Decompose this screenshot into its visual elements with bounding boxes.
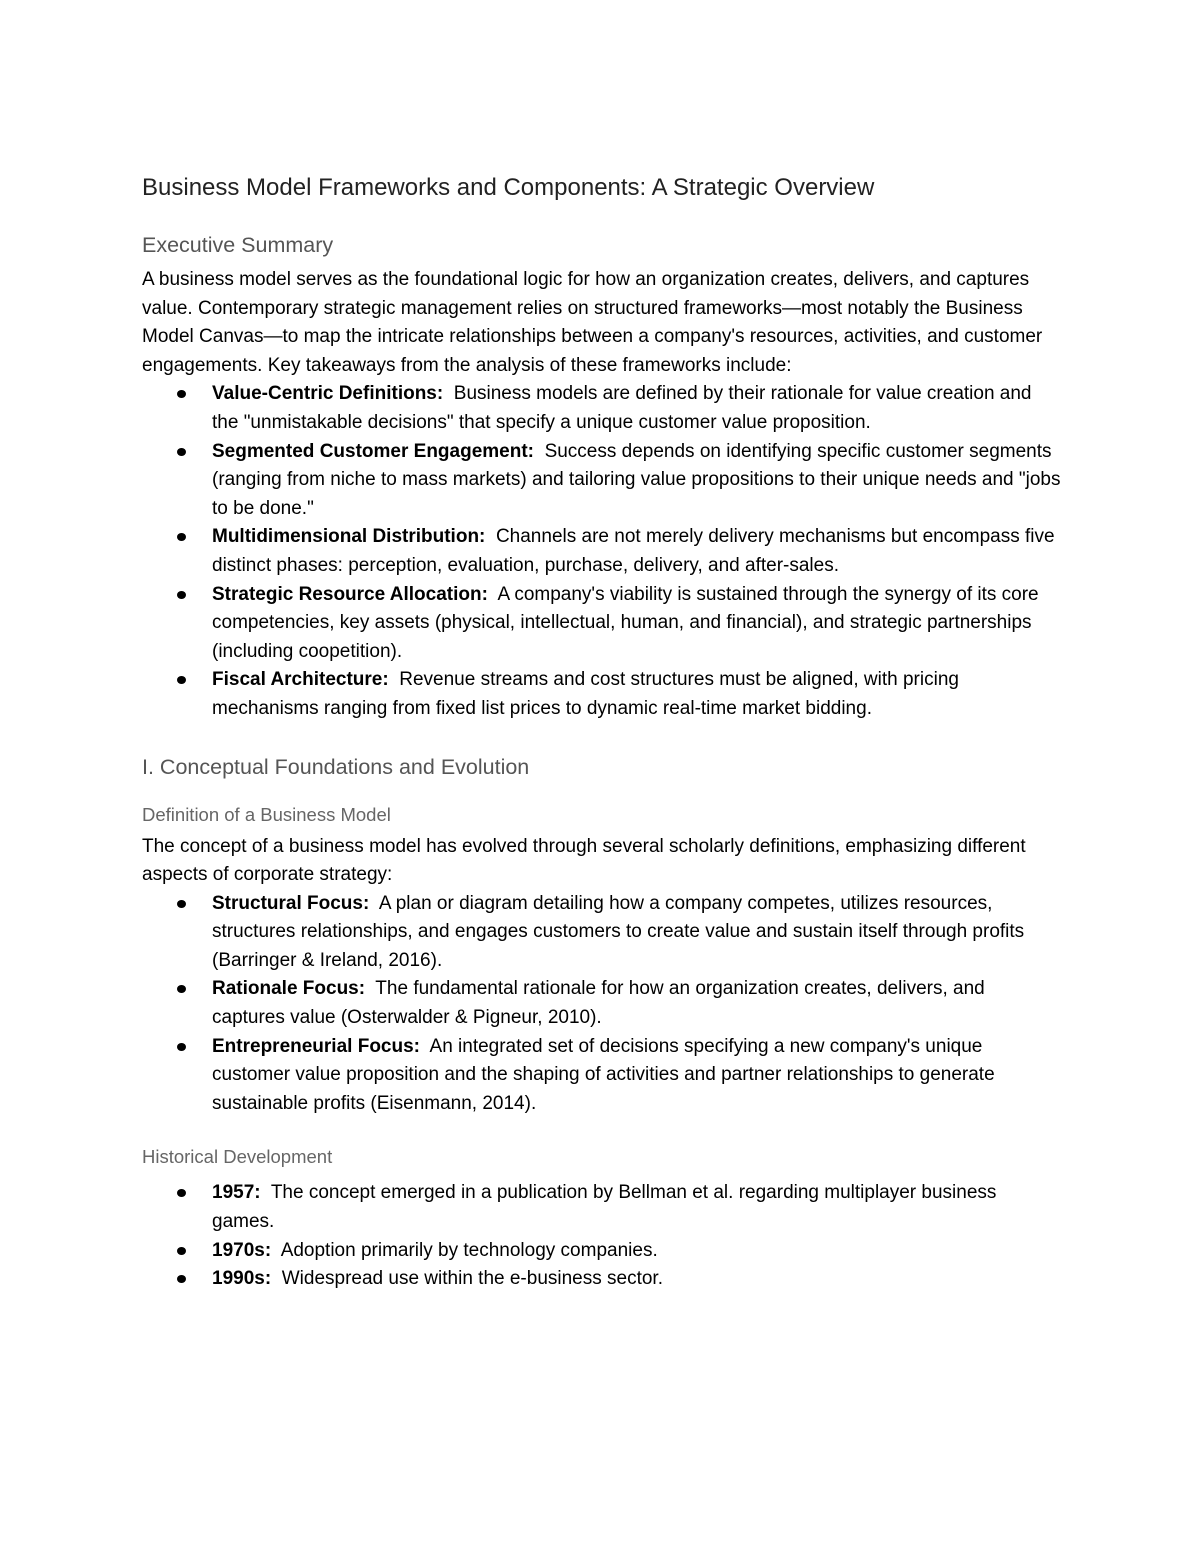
list-item	[212, 380, 1062, 437]
list-item-text: Business models are defined by their rationale for value creation and the "unmistakable decisions" that specify a unique customer value proposition.	[212, 383, 1032, 433]
list-item	[212, 1237, 1062, 1266]
list-item-text: Adoption primarily by technology companies.	[280, 1239, 658, 1261]
list-item-text: A company's viability is sustained through the synergy of its core competencies, key assets (physical, intellectual, human, and financial), and strategic partnerships (including coopetition).	[212, 583, 1039, 662]
bullet-icon	[177, 985, 186, 993]
executive-summary-heading: Executive Summary	[142, 233, 334, 257]
bullet-icon	[177, 1189, 186, 1197]
section-1-heading: I. Conceptual Foundations and Evolution	[142, 754, 530, 779]
definition-intro: The concept of a business model has evolved through several scholarly definitions, emphasizing different aspects of corporate strategy:	[142, 835, 1026, 886]
list-item	[212, 975, 1062, 1032]
list-item	[212, 1033, 1062, 1119]
list-item-text: An integrated set of decisions specifying a new company's unique customer value proposition and the shaping of activities and partner relationships to generate sustainable profits (Eisenmann, 2014).	[212, 1035, 995, 1114]
bullet-icon	[177, 448, 186, 456]
list-item	[212, 581, 1062, 667]
bullet-icon	[177, 533, 186, 541]
list-item	[212, 523, 1062, 580]
list-item	[212, 438, 1062, 524]
executive-summary-intro: A business model serves as the foundational logic for how an organization creates, delivers, and captures value. Contemporary strategic management relies on structured frameworks—most notably the Business Model Canvas—to map the intricate relationships between a company's resources, activities, and customer engagements. Key takeaways from the analysis of these frameworks include:	[142, 269, 1043, 376]
definition-heading: Definition of a Business Model	[142, 803, 391, 825]
document-page	[142, 168, 1062, 1294]
list-item-term: Strategic Resource Allocation:	[212, 583, 488, 605]
history-list	[142, 1179, 1062, 1293]
list-item-term: Fiscal Architecture:	[212, 669, 389, 691]
bullet-icon	[177, 1247, 186, 1255]
list-item-text: Success depends on identifying specific customer segments (ranging from niche to mass markets) and tailoring value propositions to their unique needs and "jobs to be done."	[212, 440, 1061, 519]
bullet-icon	[177, 1043, 186, 1051]
bullet-icon	[177, 676, 186, 684]
list-item-text: The fundamental rationale for how an organization creates, delivers, and captures value (Osterwalder & Pigneur, 2010).	[212, 978, 985, 1029]
list-item-text: A plan or diagram detailing how a company competes, utilizes resources, structures relationships, and engages customers to create value and sustain itself through profits (Barringer & Ireland, 2016).	[212, 892, 1025, 971]
list-item	[212, 1265, 1062, 1294]
bullet-icon	[177, 1275, 186, 1283]
list-item-text: Widespread use within the e-business sector.	[281, 1268, 663, 1290]
list-item	[212, 1179, 1062, 1236]
list-item-term: Multidimensional Distribution:	[212, 526, 486, 548]
list-item-term: Structural Focus:	[212, 892, 370, 914]
history-heading: Historical Development	[142, 1146, 333, 1168]
document-title: Business Model Frameworks and Components: A Strategic Overview	[142, 174, 875, 201]
list-item-term: Segmented Customer Engagement:	[212, 440, 534, 462]
list-item-term: Rationale Focus:	[212, 978, 366, 1000]
list-item-term: 1990s:	[212, 1268, 272, 1290]
list-item-term: 1970s:	[212, 1239, 272, 1261]
list-item-text: Revenue streams and cost structures must be aligned, with pricing mechanisms ranging from fixed list prices to dynamic real-time market bidding.	[212, 669, 959, 719]
bullet-icon	[177, 591, 186, 599]
list-item-term: Entrepreneurial Focus:	[212, 1035, 420, 1057]
list-item-text: The concept emerged in a publication by Bellman et al. regarding multiplayer business games.	[212, 1182, 997, 1233]
executive-summary-list	[142, 380, 1062, 723]
list-item-text: Channels are not merely delivery mechanisms but encompass five distinct phases: perception, evaluation, purchase, delivery, and after-sales.	[212, 526, 1055, 576]
list-item	[212, 666, 1062, 723]
list-item-term: 1957:	[212, 1182, 261, 1204]
bullet-icon	[177, 390, 186, 398]
bullet-icon	[177, 900, 186, 908]
list-item	[212, 890, 1062, 976]
list-item-term: Value-Centric Definitions:	[212, 383, 444, 405]
definition-list	[142, 890, 1062, 1119]
